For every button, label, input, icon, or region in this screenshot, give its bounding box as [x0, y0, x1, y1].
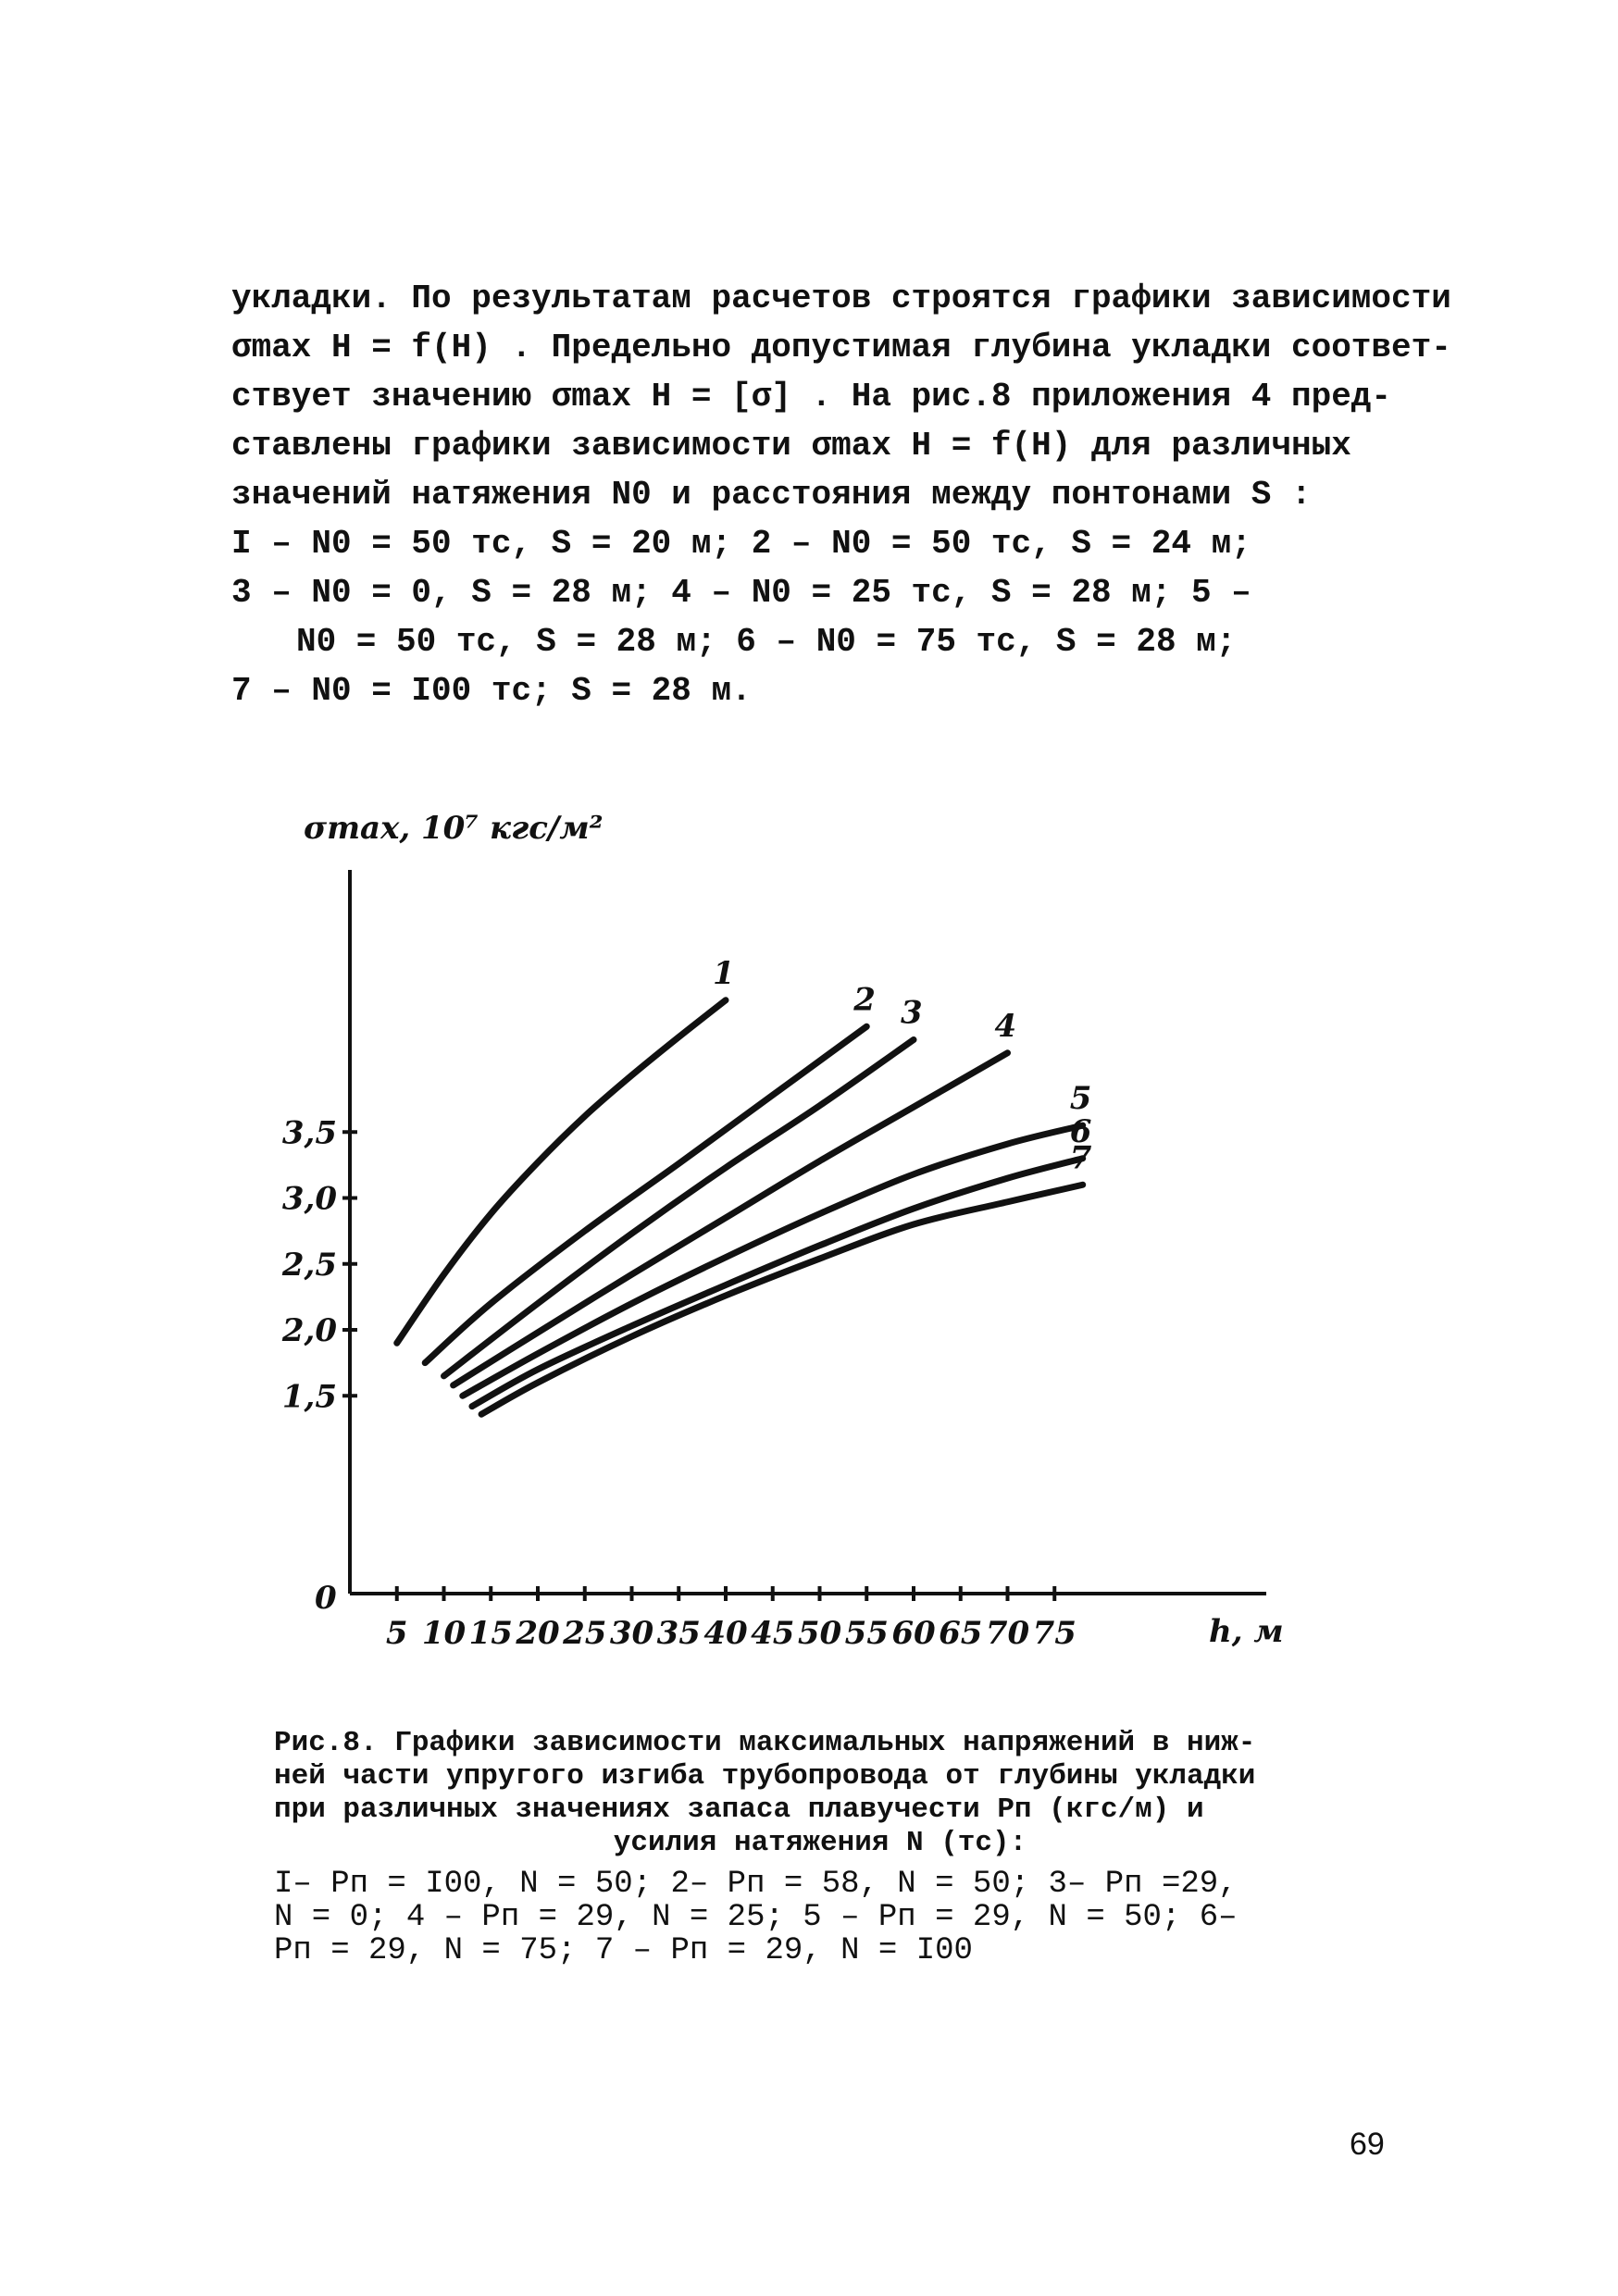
y-tick-label: 2,5	[281, 1246, 337, 1284]
x-tick-label: 55	[844, 1615, 889, 1652]
caption-line: Рис.8. Графики зависимости максимальных напряжений в ниж-	[274, 1727, 1256, 1759]
chart-curve-labels	[713, 955, 1092, 1177]
x-tick-label: 70	[985, 1615, 1030, 1652]
x-tick-label: 20	[516, 1615, 560, 1652]
chart-curves	[397, 1000, 1083, 1414]
curve-label-1: 1	[713, 954, 735, 992]
caption-line: усилия натяжения N (тс):	[613, 1827, 1027, 1859]
x-tick-label: 5	[385, 1615, 408, 1652]
curve-label-6: 6	[1069, 1112, 1092, 1150]
intro-line: σmax H = f(H) . Предельно допустимая глубина укладки соответ-	[231, 329, 1451, 366]
y-axis-title: σmax, 10⁷ кгс/м²	[304, 810, 604, 847]
curve-2	[425, 1026, 866, 1362]
y-tick-label: 3,5	[281, 1114, 337, 1152]
intro-line: ставлены графики зависимости σmax H = f(H) для различных	[231, 427, 1351, 465]
curve-label-7: 7	[1069, 1139, 1092, 1177]
origin-label: 0	[315, 1580, 337, 1617]
curve-label-3: 3	[901, 994, 923, 1032]
curve-5	[463, 1125, 1083, 1396]
intro-line: ствует значению σmax H = [σ] . На рис.8 приложения 4 пред-	[231, 378, 1392, 416]
y-tick-label: 3,0	[281, 1180, 337, 1218]
figure-legend	[274, 1868, 1385, 1967]
curve-1	[397, 1000, 726, 1344]
legend-line: N = 0; 4 – Pп = 29, N = 25; 5 – Pп = 29, N = 50; 6–	[274, 1900, 1238, 1935]
intro-line: укладки. По результатам расчетов строятся графики зависимости	[231, 279, 1451, 317]
intro-line: I – N0 = 50 тс, S = 20 м; 2 – N0 = 50 тс, S = 24 м;	[231, 525, 1251, 563]
curve-label-5: 5	[1069, 1080, 1092, 1118]
legend-line: Pп = 29, N = 75; 7 – Pп = 29, N = I00	[274, 1933, 973, 1968]
x-tick-label: 25	[563, 1615, 607, 1652]
intro-line: 7 – N0 = I00 тс; S = 28 м.	[231, 672, 752, 710]
intro-line: N0 = 50 тс, S = 28 м; 6 – N0 = 75 тс, S = 28 м;	[296, 623, 1237, 661]
chart-axes	[350, 870, 1266, 1594]
figure-caption	[274, 1727, 1366, 1860]
x-tick-label: 30	[609, 1615, 654, 1652]
intro-line: значений натяжения N0 и расстояния между понтонами S :	[231, 476, 1312, 514]
x-tick-label: 45	[751, 1615, 795, 1652]
curve-3	[444, 1040, 915, 1376]
x-tick-label: 15	[468, 1615, 513, 1652]
legend-line: I– Pп = I00, N = 50; 2– Pп = 58, N = 50; 3– Pп =29,	[274, 1867, 1238, 1902]
caption-line: при различных значениях запаса плавучести Pп (кгс/м) и	[274, 1793, 1204, 1826]
x-tick-label: 60	[891, 1615, 936, 1652]
curve-label-4: 4	[994, 1007, 1017, 1045]
y-tick-label: 1,5	[281, 1378, 337, 1416]
x-tick-label: 75	[1032, 1615, 1077, 1652]
intro-line: 3 – N0 = 0, S = 28 м; 4 – N0 = 25 тс, S = 28 м; 5 –	[231, 574, 1251, 612]
x-tick-label: 10	[421, 1615, 467, 1652]
page-number: 69	[1350, 2127, 1385, 2162]
x-tick-label: 40	[703, 1615, 748, 1652]
x-axis-title: h, м	[1209, 1613, 1284, 1650]
x-tick-label: 50	[797, 1615, 842, 1652]
curve-7	[481, 1185, 1083, 1414]
caption-line: ней части упругого изгиба трубопровода от глубины укладки	[274, 1760, 1256, 1793]
y-tick-label: 2,0	[281, 1312, 337, 1349]
x-tick-label: 35	[656, 1615, 701, 1652]
curve-label-2: 2	[853, 981, 876, 1019]
x-tick-label: 65	[939, 1615, 983, 1652]
